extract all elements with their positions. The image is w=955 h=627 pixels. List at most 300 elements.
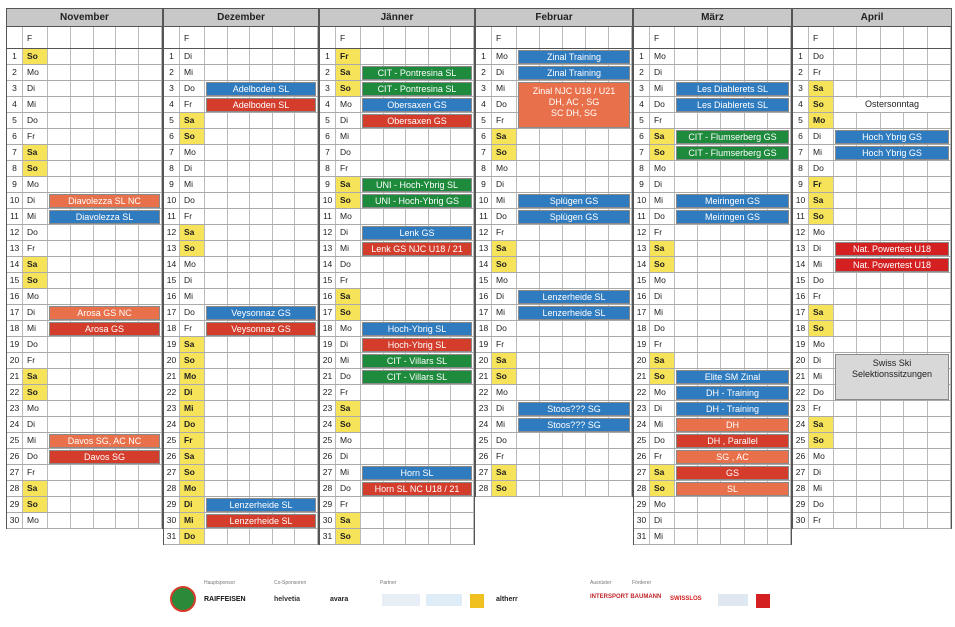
grid-cell <box>116 401 139 416</box>
grid-cell <box>721 497 744 512</box>
grid-cell <box>228 529 251 544</box>
day-row <box>320 449 474 465</box>
event-bar[interactable]: Davos SG <box>49 450 160 464</box>
grid-cell <box>451 289 474 304</box>
grid-cell <box>928 177 951 192</box>
weekday: Fr <box>23 353 48 368</box>
grid-cell <box>745 513 768 528</box>
grid-cell <box>361 27 384 48</box>
grid-cell <box>273 193 296 208</box>
weekday: Do <box>23 113 48 128</box>
grid-cell <box>48 289 71 304</box>
day-row <box>634 161 791 177</box>
grid-cell <box>698 27 721 48</box>
day-number: 22 <box>476 385 492 400</box>
grid-cell <box>48 465 71 480</box>
grid-cell <box>834 481 857 496</box>
grid-cell <box>116 161 139 176</box>
grid-cell <box>451 129 474 144</box>
grid-cell <box>721 289 744 304</box>
weekday: Fr <box>650 113 675 128</box>
grid-cell <box>48 81 71 96</box>
day-row <box>634 513 791 529</box>
grid-cell <box>139 369 162 384</box>
day-row <box>793 497 951 513</box>
weekday: Do <box>809 385 834 400</box>
grid-cell <box>675 305 698 320</box>
grid-cell <box>71 113 94 128</box>
sponsor-category: Hauptsponsor <box>204 580 236 586</box>
event-bar[interactable]: Hoch Ybrig GS <box>835 130 949 144</box>
day-row <box>164 273 318 289</box>
grid-cell <box>768 289 791 304</box>
weekday: Mi <box>336 353 361 368</box>
grid-cell <box>540 27 563 48</box>
weekday: Di <box>492 401 517 416</box>
grid-cell <box>451 273 474 288</box>
grid-cell <box>928 289 951 304</box>
grid-cell <box>139 161 162 176</box>
grid-cell <box>48 129 71 144</box>
weekday: Do <box>180 417 205 432</box>
grid-cell <box>517 145 540 160</box>
grid-cell <box>116 225 139 240</box>
grid-cell <box>273 433 296 448</box>
event-bar[interactable]: CIT - Villars SL <box>362 354 472 368</box>
day-row <box>634 225 791 241</box>
weekday: So <box>336 81 361 96</box>
grid-cell <box>384 145 407 160</box>
event-bar[interactable]: DH - Training <box>676 402 789 416</box>
weekday: Mi <box>492 193 517 208</box>
grid-cell <box>834 417 857 432</box>
event-label-line: SC DH, SG <box>550 108 597 118</box>
weekday: Mo <box>336 433 361 448</box>
event-bar[interactable]: Ostersonntag <box>835 98 949 112</box>
day-number: 9 <box>476 177 492 192</box>
weekday: So <box>336 305 361 320</box>
grid-cell <box>928 401 951 416</box>
event-bar[interactable]: Adelboden SL <box>206 82 316 96</box>
event-bar[interactable]: Stoos??? SG <box>518 402 630 416</box>
weekday: So <box>650 481 675 496</box>
day-number: 3 <box>164 81 180 96</box>
event-label-line: Swiss Ski <box>872 358 912 368</box>
grid-cell <box>857 321 880 336</box>
event-bar[interactable]: Les Diablerets SL <box>676 98 789 112</box>
grid-cell <box>205 177 228 192</box>
day-number: 1 <box>7 49 23 64</box>
day-number: 8 <box>164 161 180 176</box>
weekday: Fr <box>23 241 48 256</box>
grid-cell <box>273 65 296 80</box>
grid-cell <box>361 305 384 320</box>
month-jänner <box>319 8 475 545</box>
grid-cell <box>768 257 791 272</box>
grid-cell <box>675 257 698 272</box>
grid-cell <box>94 145 117 160</box>
event-bar[interactable]: Veysonnaz GS <box>206 322 316 336</box>
day-row <box>634 337 791 353</box>
day-number: 21 <box>476 369 492 384</box>
month-februar <box>475 8 633 497</box>
sponsor-logo <box>756 594 770 608</box>
event-bar[interactable]: CIT - Pontresina SL <box>362 82 472 96</box>
event-bar[interactable] <box>518 82 630 128</box>
day-row <box>476 481 632 497</box>
grid-cell <box>609 273 632 288</box>
day-row <box>320 49 474 65</box>
grid-cell <box>609 481 632 496</box>
grid-cell <box>205 449 228 464</box>
grid-cell <box>563 273 586 288</box>
weekday: Mo <box>23 513 48 528</box>
day-number: 23 <box>7 401 23 416</box>
grid-cell <box>71 337 94 352</box>
column-header-f: F <box>492 27 517 48</box>
event-bar[interactable]: Lenk GS NJC U18 / 21 <box>362 242 472 256</box>
grid-cell <box>586 369 609 384</box>
weekday: Do <box>180 305 205 320</box>
weekday: Fr <box>809 65 834 80</box>
grid-cell <box>406 401 429 416</box>
grid-cell <box>228 27 251 48</box>
grid-cell <box>928 273 951 288</box>
event-bar[interactable]: Hoch-Ybrig SL <box>362 338 472 352</box>
day-number: 22 <box>164 385 180 400</box>
day-row <box>634 497 791 513</box>
grid-cell <box>675 177 698 192</box>
day-number: 28 <box>164 481 180 496</box>
grid-cell <box>698 225 721 240</box>
grid-cell <box>721 225 744 240</box>
day-number: 8 <box>634 161 650 176</box>
day-number: 8 <box>476 161 492 176</box>
day-number: 10 <box>476 193 492 208</box>
event-bar[interactable]: Obersaxen GS <box>362 98 472 112</box>
event-bar[interactable]: Elite SM Zinal <box>676 370 789 384</box>
grid-cell <box>48 401 71 416</box>
event-bar[interactable]: Lenzerheide SL <box>206 498 316 512</box>
event-bar[interactable]: Hoch Ybrig GS <box>835 146 949 160</box>
month-title: Jänner <box>320 9 474 27</box>
grid-cell <box>881 465 904 480</box>
day-number: 5 <box>793 113 809 128</box>
grid-cell <box>384 433 407 448</box>
grid-cell <box>928 433 951 448</box>
grid-cell <box>295 369 318 384</box>
day-number: 3 <box>7 81 23 96</box>
event-bar[interactable]: Zinal Training <box>518 66 630 80</box>
grid-cell <box>250 241 273 256</box>
grid-cell <box>273 353 296 368</box>
day-number: 21 <box>320 369 336 384</box>
weekday: So <box>180 353 205 368</box>
grid-cell <box>928 337 951 352</box>
grid-cell <box>834 513 857 528</box>
grid-cell <box>116 337 139 352</box>
event-bar[interactable]: CIT - Flumserberg GS <box>676 146 789 160</box>
grid-cell <box>228 209 251 224</box>
grid-cell <box>361 49 384 64</box>
event-bar[interactable]: Zinal Training <box>518 50 630 64</box>
weekday: Fr <box>180 97 205 112</box>
event-bar[interactable]: Davos SG, AC NC <box>49 434 160 448</box>
event-bar[interactable]: SL <box>676 482 789 496</box>
grid-cell <box>540 241 563 256</box>
event-bar[interactable]: Les Diablerets SL <box>676 82 789 96</box>
event-bar[interactable]: CIT - Pontresina SL <box>362 66 472 80</box>
grid-cell <box>361 417 384 432</box>
day-row <box>320 513 474 529</box>
grid-cell <box>834 65 857 80</box>
weekday: Do <box>336 481 361 496</box>
weekday: Sa <box>492 353 517 368</box>
grid-cell <box>904 321 927 336</box>
grid-cell <box>586 465 609 480</box>
grid-cell <box>94 417 117 432</box>
event-bar[interactable]: Diavolezza SL <box>49 210 160 224</box>
weekday: Mi <box>650 305 675 320</box>
event-bar[interactable]: Meiringen GS <box>676 194 789 208</box>
day-number: 17 <box>164 305 180 320</box>
weekday: Mi <box>180 289 205 304</box>
day-row <box>476 273 632 289</box>
grid-cell <box>745 529 768 544</box>
weekday: Do <box>23 449 48 464</box>
grid-cell <box>384 49 407 64</box>
event-bar[interactable]: DH <box>676 418 789 432</box>
event-bar[interactable]: Nat. Powertest U18 <box>835 242 949 256</box>
day-number: 26 <box>634 449 650 464</box>
grid-cell <box>540 177 563 192</box>
grid-cell <box>228 337 251 352</box>
event-bar[interactable]: Obersaxen GS <box>362 114 472 128</box>
weekday: Fr <box>180 433 205 448</box>
sponsor-logo: RAIFFEISEN <box>204 596 246 603</box>
day-row <box>164 337 318 353</box>
grid-cell <box>540 481 563 496</box>
day-row <box>320 417 474 433</box>
grid-cell <box>250 449 273 464</box>
grid-cell <box>384 289 407 304</box>
grid-cell <box>116 113 139 128</box>
column-header-f: F <box>336 27 361 48</box>
month-title: Dezember <box>164 9 318 27</box>
grid-cell <box>928 161 951 176</box>
column-header-row <box>634 27 791 49</box>
day-number: 14 <box>320 257 336 272</box>
event-bar[interactable]: UNI - Hoch-Ybrig SL <box>362 178 472 192</box>
day-row <box>7 289 162 305</box>
day-row <box>164 465 318 481</box>
grid-cell <box>406 289 429 304</box>
grid-cell <box>295 385 318 400</box>
day-row <box>320 385 474 401</box>
grid-cell <box>48 273 71 288</box>
grid-cell <box>451 49 474 64</box>
grid-cell <box>586 449 609 464</box>
day-number: 16 <box>7 289 23 304</box>
day-row <box>634 113 791 129</box>
grid-cell <box>228 369 251 384</box>
day-number: 10 <box>793 193 809 208</box>
grid-cell <box>250 145 273 160</box>
grid-cell <box>721 161 744 176</box>
event-bar[interactable]: Nat. Powertest U18 <box>835 258 949 272</box>
header-blank <box>164 27 180 48</box>
weekday: So <box>336 529 361 544</box>
day-number: 26 <box>164 449 180 464</box>
event-bar[interactable]: Splügen GS <box>518 194 630 208</box>
grid-cell <box>609 465 632 480</box>
grid-cell <box>273 225 296 240</box>
grid-cell <box>586 27 609 48</box>
grid-cell <box>273 449 296 464</box>
weekday: Mi <box>336 129 361 144</box>
grid-cell <box>406 273 429 288</box>
sponsor-logo: altherr <box>496 596 518 603</box>
grid-cell <box>406 433 429 448</box>
event-bar[interactable]: DH , Parallel <box>676 434 789 448</box>
event-bar[interactable] <box>835 354 949 400</box>
grid-cell <box>406 161 429 176</box>
grid-cell <box>250 353 273 368</box>
weekday: Mo <box>650 49 675 64</box>
club-logo <box>170 586 196 612</box>
grid-cell <box>517 225 540 240</box>
day-number: 8 <box>7 161 23 176</box>
grid-cell <box>451 257 474 272</box>
weekday: Di <box>650 65 675 80</box>
grid-cell <box>205 529 228 544</box>
day-number: 6 <box>164 129 180 144</box>
grid-cell <box>295 257 318 272</box>
grid-cell <box>139 481 162 496</box>
weekday: Di <box>809 241 834 256</box>
event-bar[interactable]: Lenk GS <box>362 226 472 240</box>
weekday: Sa <box>336 289 361 304</box>
grid-cell <box>429 529 452 544</box>
grid-cell <box>94 465 117 480</box>
month-dezember <box>163 8 319 545</box>
column-header-row <box>476 27 632 49</box>
weekday: Di <box>180 497 205 512</box>
grid-cell <box>71 49 94 64</box>
grid-cell <box>250 27 273 48</box>
grid-cell <box>295 289 318 304</box>
event-bar[interactable]: Hoch-Ybrig SL <box>362 322 472 336</box>
grid-cell <box>94 401 117 416</box>
day-number: 20 <box>7 353 23 368</box>
grid-cell <box>928 27 951 48</box>
day-number: 23 <box>476 401 492 416</box>
grid-cell <box>857 497 880 512</box>
grid-cell <box>429 27 452 48</box>
day-number: 27 <box>164 465 180 480</box>
day-number: 9 <box>320 177 336 192</box>
event-bar[interactable]: DH - Training <box>676 386 789 400</box>
grid-cell <box>71 225 94 240</box>
weekday: Di <box>23 305 48 320</box>
event-bar[interactable]: Stoos??? SG <box>518 418 630 432</box>
day-number: 1 <box>793 49 809 64</box>
event-bar[interactable]: Meiringen GS <box>676 210 789 224</box>
sponsor-bar <box>170 580 780 620</box>
day-number: 20 <box>476 353 492 368</box>
event-bar[interactable]: Diavolezza SL NC <box>49 194 160 208</box>
day-row <box>320 145 474 161</box>
event-bar[interactable]: Horn SL <box>362 466 472 480</box>
event-bar[interactable]: Horn SL NC U18 / 21 <box>362 482 472 496</box>
event-bar[interactable]: Splügen GS <box>518 210 630 224</box>
day-number: 28 <box>7 481 23 496</box>
event-bar[interactable]: Adelboden SL <box>206 98 316 112</box>
grid-cell <box>429 497 452 512</box>
day-number: 13 <box>476 241 492 256</box>
grid-cell <box>273 417 296 432</box>
event-bar[interactable]: Arosa GS <box>49 322 160 336</box>
event-bar[interactable]: Lenzerheide SL <box>518 306 630 320</box>
grid-cell <box>384 257 407 272</box>
event-bar[interactable]: Lenzerheide SL <box>518 290 630 304</box>
grid-cell <box>71 465 94 480</box>
grid-cell <box>71 177 94 192</box>
day-number: 11 <box>164 209 180 224</box>
grid-cell <box>768 273 791 288</box>
event-bar[interactable]: Veysonnaz GS <box>206 306 316 320</box>
event-bar[interactable]: Lenzerheide SL <box>206 514 316 528</box>
event-bar[interactable]: Arosa GS NC <box>49 306 160 320</box>
grid-cell <box>250 417 273 432</box>
grid-cell <box>384 209 407 224</box>
weekday: Do <box>809 273 834 288</box>
weekday: Mo <box>180 369 205 384</box>
event-bar[interactable]: CIT - Villars SL <box>362 370 472 384</box>
day-row <box>164 161 318 177</box>
day-number: 16 <box>634 289 650 304</box>
day-row <box>634 305 791 321</box>
column-header-row <box>164 27 318 49</box>
grid-cell <box>116 513 139 528</box>
weekday: Mi <box>492 81 517 96</box>
day-number: 13 <box>793 241 809 256</box>
grid-cell <box>71 353 94 368</box>
event-bar[interactable]: GS <box>676 466 789 480</box>
grid-cell <box>904 401 927 416</box>
grid-cell <box>205 337 228 352</box>
day-row <box>793 65 951 81</box>
day-number: 25 <box>7 433 23 448</box>
event-bar[interactable]: SG , AC <box>676 450 789 464</box>
event-bar[interactable]: UNI - Hoch-Ybrig GS <box>362 194 472 208</box>
day-number: 16 <box>164 289 180 304</box>
day-row <box>164 369 318 385</box>
grid-cell <box>857 337 880 352</box>
grid-cell <box>406 209 429 224</box>
weekday: Sa <box>180 113 205 128</box>
day-number: 4 <box>793 97 809 112</box>
day-row <box>634 273 791 289</box>
grid-cell <box>881 401 904 416</box>
grid-cell <box>904 465 927 480</box>
weekday: Fr <box>336 497 361 512</box>
grid-cell <box>139 385 162 400</box>
event-bar[interactable]: CIT - Flumserberg GS <box>676 130 789 144</box>
day-row <box>7 401 162 417</box>
day-row <box>476 145 632 161</box>
day-number: 14 <box>793 257 809 272</box>
